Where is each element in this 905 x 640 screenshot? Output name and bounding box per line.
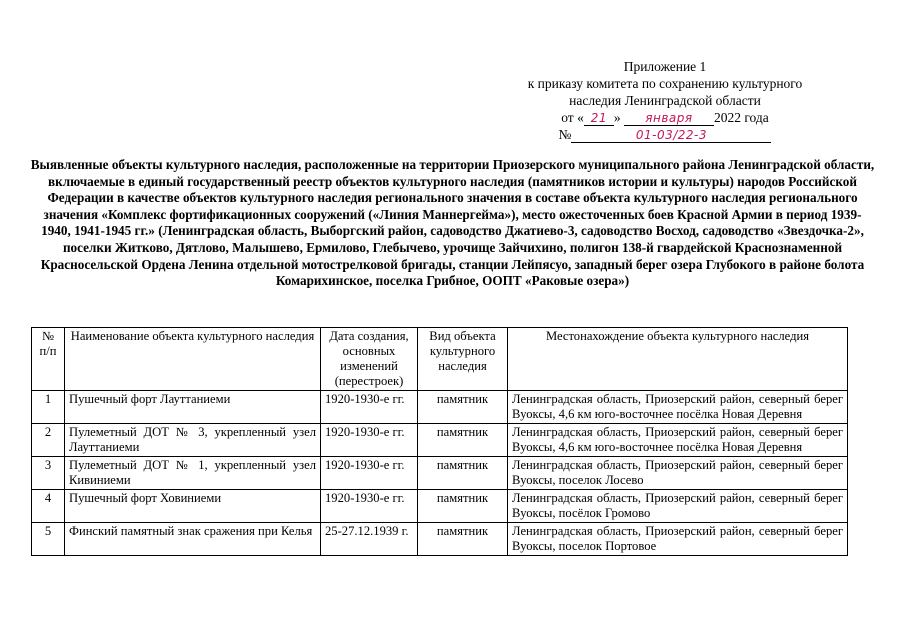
object-name: Пушечный форт Лауттаниеми (65, 391, 321, 424)
date-day-handwritten: 21 (590, 111, 607, 125)
row-number: 1 (32, 391, 65, 424)
order-number-field (571, 128, 771, 143)
date-month-handwritten: января (645, 111, 693, 125)
object-kind: памятник (418, 523, 508, 556)
object-date: 1920-1930-е гг. (321, 391, 418, 424)
header-kind: Вид объекта культурного наследия (418, 328, 508, 391)
object-name: Пушечный форт Ховиниеми (65, 490, 321, 523)
header-date: Дата создания, основных изменений (перестроек) (321, 328, 418, 391)
number-prefix: № (558, 127, 572, 142)
table-row (32, 391, 848, 424)
date-month-field (624, 111, 714, 126)
date-day-field (584, 111, 614, 126)
table-row (32, 490, 848, 523)
appendix-number-line (500, 126, 830, 143)
appendix-committee-line: наследия Ленинградской области (569, 93, 761, 108)
order-number-handwritten: 01-03/22-3 (635, 128, 708, 142)
object-kind: памятник (418, 424, 508, 457)
appendix-date-line (500, 109, 830, 126)
object-kind: памятник (418, 391, 508, 424)
date-quote-close: » (613, 110, 621, 125)
appendix-title: Приложение 1 (623, 59, 707, 74)
header-number: № п/п (32, 328, 65, 391)
object-name: Пулеметный ДОТ № 3, укрепленный узел Лауттаниеми (65, 424, 321, 457)
object-kind: памятник (418, 490, 508, 523)
object-location: Ленинградская область, Приозерский район, северный берег Вуоксы, поселок Лосево (508, 457, 848, 490)
table-header-row (32, 328, 848, 391)
heritage-objects-table (31, 327, 848, 556)
table-row (32, 424, 848, 457)
object-location: Ленинградская область, Приозерский район, северный берег Вуоксы, 4,6 км юго-восточнее посёлка Новая Деревня (508, 424, 848, 457)
object-name: Пулеметный ДОТ № 1, укрепленный узел Кивиниеми (65, 457, 321, 490)
row-number: 3 (32, 457, 65, 490)
object-location: Ленинградская область, Приозерский район, северный берег Вуоксы, 4,6 км юго-восточнее посёлка Новая Деревня (508, 391, 848, 424)
row-number: 2 (32, 424, 65, 457)
object-date: 1920-1930-е гг. (321, 457, 418, 490)
object-kind: памятник (418, 457, 508, 490)
object-location: Ленинградская область, Приозерский район, северный берег Вуоксы, посёлок Громово (508, 490, 848, 523)
table-row (32, 523, 848, 556)
row-number: 5 (32, 523, 65, 556)
date-year: 2022 года (713, 110, 769, 125)
object-location: Ленинградская область, Приозерский район, северный берег Вуоксы, поселок Портовое (508, 523, 848, 556)
object-date: 1920-1930-е гг. (321, 424, 418, 457)
object-date: 1920-1930-е гг. (321, 490, 418, 523)
date-prefix: от « (561, 110, 584, 125)
row-number: 4 (32, 490, 65, 523)
document-title: Выявленные объекты культурного наследия, расположенные на территории Приозерского муниципального района Ленинградской области, включаемые в единый государственный реестр объектов культурного наследия (памятников истории и культуры) народов Российской Федерации в качестве объектов культурного наследия регионального значения в составе объекта культурного наследия регионального значения «Комплекс фортификационных сооружений («Линия Маннергейма»), место ожесточенных боев Красной Армии в период 1939-1940, 1941-1945 гг.» (Ленинградская область, Выборгский район, садоводство Джатиево-3, садоводство Восход, садоводство «Звездочка-2», поселки Житково, Дятлово, Малышево, Ермилово, Глебычево, урочище Зайчихино, полигон 138-й гвардейской Краснознаменной Красносельской Ордена Ленина отдельной мотострелковой бригады, станции Лейпясуо, западный берег озера Глубокого в районе болота Комарихинское, поселка Грибное, ООПТ «Раковые озера») (30, 157, 875, 289)
header-name: Наименование объекта культурного наследия (65, 328, 321, 391)
appendix-header (500, 58, 830, 143)
appendix-order-line: к приказу комитета по сохранению культурного (527, 76, 803, 91)
table-row (32, 457, 848, 490)
object-name: Финский памятный знак сражения при Келья (65, 523, 321, 556)
header-location: Местонахождение объекта культурного наследия (508, 328, 848, 391)
object-date: 25-27.12.1939 г. (321, 523, 418, 556)
